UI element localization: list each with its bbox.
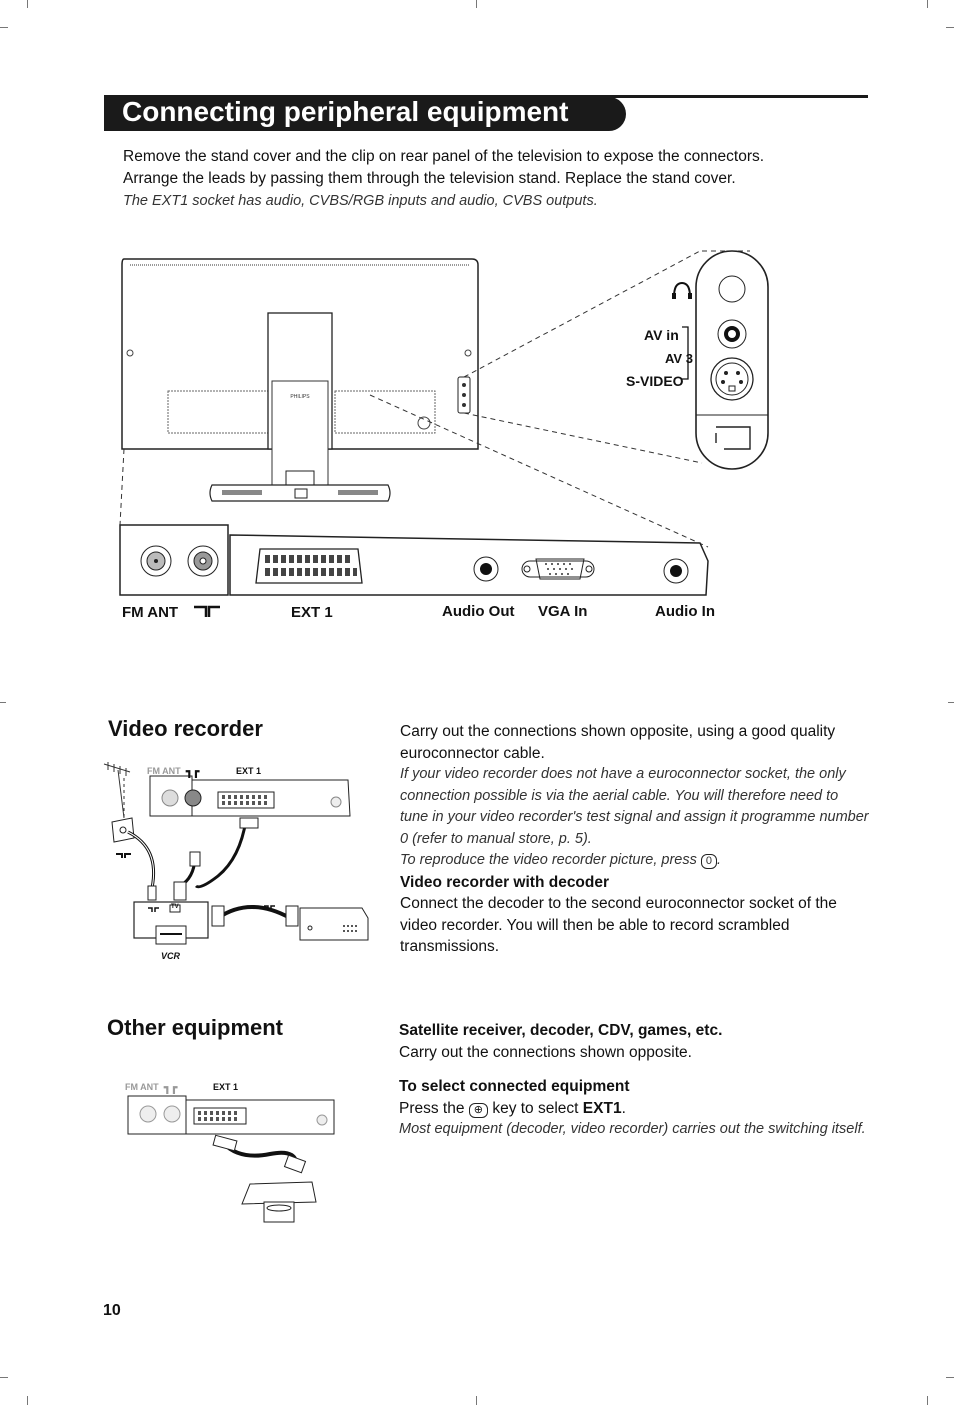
headphone-jack[interactable] (719, 276, 745, 302)
crop-mark (946, 27, 954, 28)
vr-ext1-label: EXT 1 (236, 766, 262, 776)
video-recorder-diagram (100, 758, 375, 968)
vr-paragraph-3 (400, 850, 870, 872)
vr-paragraph-2: If your video recorder does not have a euroconnector socket, the only connection possible is via the aerial cable. You will therefore need to tune in your video recorder's test signal and assign it programme number 0 (refer to manual store, p. 5). (400, 766, 869, 847)
vr-vcr-label: VCR (161, 951, 181, 961)
oe-paragraph-3: Most equipment (decoder, video recorder) carries out the switching itself. (399, 1121, 866, 1137)
video-recorder-heading: Video recorder (108, 716, 263, 741)
intro-text (123, 146, 883, 212)
audio-in-label: Audio In (655, 603, 715, 620)
vr-p3-text: To reproduce the video recorder picture, press (400, 852, 697, 868)
source-key-icon: ⊕ (469, 1103, 488, 1118)
brand-logo: PHILIPS (290, 394, 310, 400)
audio-out-label: Audio Out (442, 603, 515, 620)
intro-line-2: Arrange the leads by passing them through the television stand. Replace the stand cover. (123, 170, 736, 187)
crop-mark (0, 1377, 8, 1378)
vr-fm-ant-label: FM ANT (147, 766, 181, 776)
oe-sub-heading-2: To select connected equipment (399, 1078, 630, 1095)
oe-p2-mid: key to select (492, 1099, 579, 1117)
vr-decoder-heading: Video recorder with decoder (400, 873, 610, 891)
av3-label: AV 3 (665, 351, 693, 366)
vr-paragraph-4: Connect the decoder to the second euroconnector socket of the video recorder. You will then be able to record scrambled transmissions. (400, 895, 837, 955)
crop-mark (27, 1396, 28, 1405)
aerial-icon (104, 762, 130, 818)
fm-ant-label: FM ANT (122, 604, 179, 621)
other-equipment-diagram (120, 1090, 340, 1230)
oe-p2-before: Press the (399, 1099, 465, 1117)
crop-mark (927, 1396, 928, 1405)
zero-key-icon: 0 (701, 854, 717, 869)
oe-paragraph-2 (399, 1098, 889, 1120)
oe-sub-heading-1: Satellite receiver, decoder, CDV, games, etc. (399, 1022, 723, 1039)
av-in-label: AV in (644, 327, 679, 343)
other-equipment-text (399, 1020, 889, 1141)
page-title: Connecting peripheral equipment (122, 96, 569, 127)
oe-fm-ant-label: FM ANT (125, 1082, 159, 1092)
headphone-icon (674, 283, 690, 297)
oe-ext1-label: EXT 1 (213, 1082, 239, 1092)
vr-antenna-icon: ┓┏ (186, 766, 200, 778)
tv-rear-diagram (110, 245, 790, 635)
crop-mark (0, 702, 6, 703)
oe-antenna-icon: ┓┏ (164, 1082, 178, 1094)
vr-paragraph-1: Carry out the connections shown opposite, using a good quality euroconnector cable. (400, 723, 836, 762)
satellite-receiver-device (242, 1182, 316, 1204)
video-recorder-text (400, 721, 870, 958)
crop-mark (927, 0, 928, 8)
intro-note: The EXT1 socket has audio, CVBS/RGB inputs and audio, CVBS outputs. (123, 193, 598, 209)
crop-mark (948, 702, 954, 703)
vga-in-label: VGA In (538, 603, 588, 620)
crop-mark (476, 1396, 477, 1405)
oe-p2-after: . (621, 1099, 626, 1117)
crop-mark (476, 0, 477, 8)
crop-mark (946, 1377, 954, 1378)
ext1-label: EXT 1 (291, 604, 333, 621)
vr-p3-end: . (717, 852, 722, 868)
ext1-scart-socket[interactable] (256, 549, 362, 583)
vr-tv-label: TV (171, 904, 179, 910)
svideo-jack[interactable] (711, 358, 753, 400)
oe-paragraph-1: Carry out the connections shown opposite. (399, 1043, 692, 1061)
crop-mark (0, 27, 8, 28)
page-number: 10 (103, 1302, 121, 1319)
intro-line-1: Remove the stand cover and the clip on rear panel of the television to expose the connectors. (123, 148, 765, 165)
crop-mark (27, 0, 28, 8)
oe-ext1-bold: EXT1 (582, 1099, 622, 1117)
other-equipment-heading: Other equipment (107, 1015, 284, 1040)
decoder-device (300, 908, 368, 940)
antenna-icon (194, 607, 220, 617)
svideo-label: S-VIDEO (626, 373, 684, 389)
